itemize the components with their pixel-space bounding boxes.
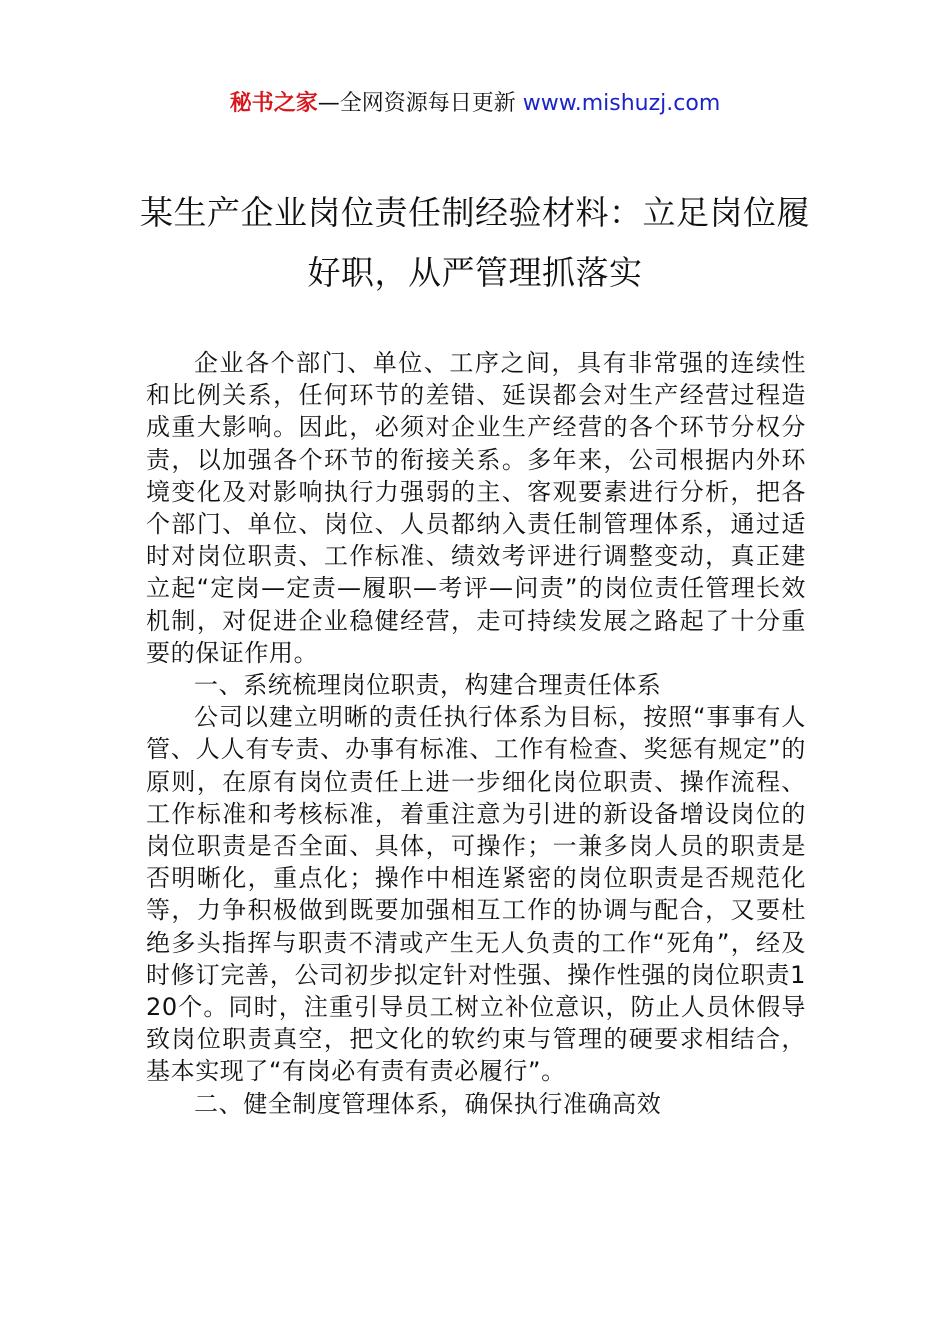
site-header <box>0 88 950 120</box>
site-url-link[interactable]: www.mishuzj.com <box>522 91 721 116</box>
section-1-paragraph: 公司以建立明晰的责任执行体系为目标，按照“事事有人管、人人有专责、办事有标准、工作有检查、奖惩有规定”的原则，在原有岗位责任上进一步细化岗位职责、操作流程、工作标准和考核标准，着重注意为引进的新设备增设岗位的岗位职责是否全面、具体，可操作；一兼多岗人员的职责是否明晰化，重点化；操作中相连紧密的岗位职责是否规范化等，力争积极做到既要加强相互工作的协调与配合，又要杜绝多头指挥与职责不清或产生无人负责的工作“死角”，经及时修订完善，公司初步拟定针对性强、操作性强的岗位职责120个。同时，注重引导员工树立补位意识，防止人员休假导致岗位职责真空，把文化的软约束与管理的硬要求相结合，基本实现了“有岗必有责有责必履行”。 <box>146 703 806 1086</box>
intro-paragraph: 企业各个部门、单位、工序之间，具有非常强的连续性和比例关系，任何环节的差错、延误都会对生产经营过程造成重大影响。因此，必须对企业生产经营的各个环节分权分责，以加强各个环节的衔接关系。多年来，公司根据内外环境变化及对影响执行力强弱的主、客观要素进行分析，把各个部门、单位、岗位、人员都纳入责任制管理体系，通过适时对岗位职责、工作标准、绩效考评进行调整变动，真正建立起“定岗—定责—履职—考评—问责”的岗位责任管理长效机制，对促进企业稳健经营，走可持续发展之路起了十分重要的保证作用。 <box>146 349 806 667</box>
section-heading-1: 一、系统梳理岗位职责，构建合理责任体系 <box>194 671 662 700</box>
site-name: 秘书之家 <box>229 91 318 116</box>
section-heading-2: 二、健全制度管理体系，确保执行准确高效 <box>194 1089 662 1118</box>
document-body <box>146 347 806 1120</box>
document-title: 某生产企业岗位责任制经验材料：立足岗位履好职，从严管理抓落实 <box>140 193 810 292</box>
site-slogan: —全网资源每日更新 <box>317 91 523 116</box>
